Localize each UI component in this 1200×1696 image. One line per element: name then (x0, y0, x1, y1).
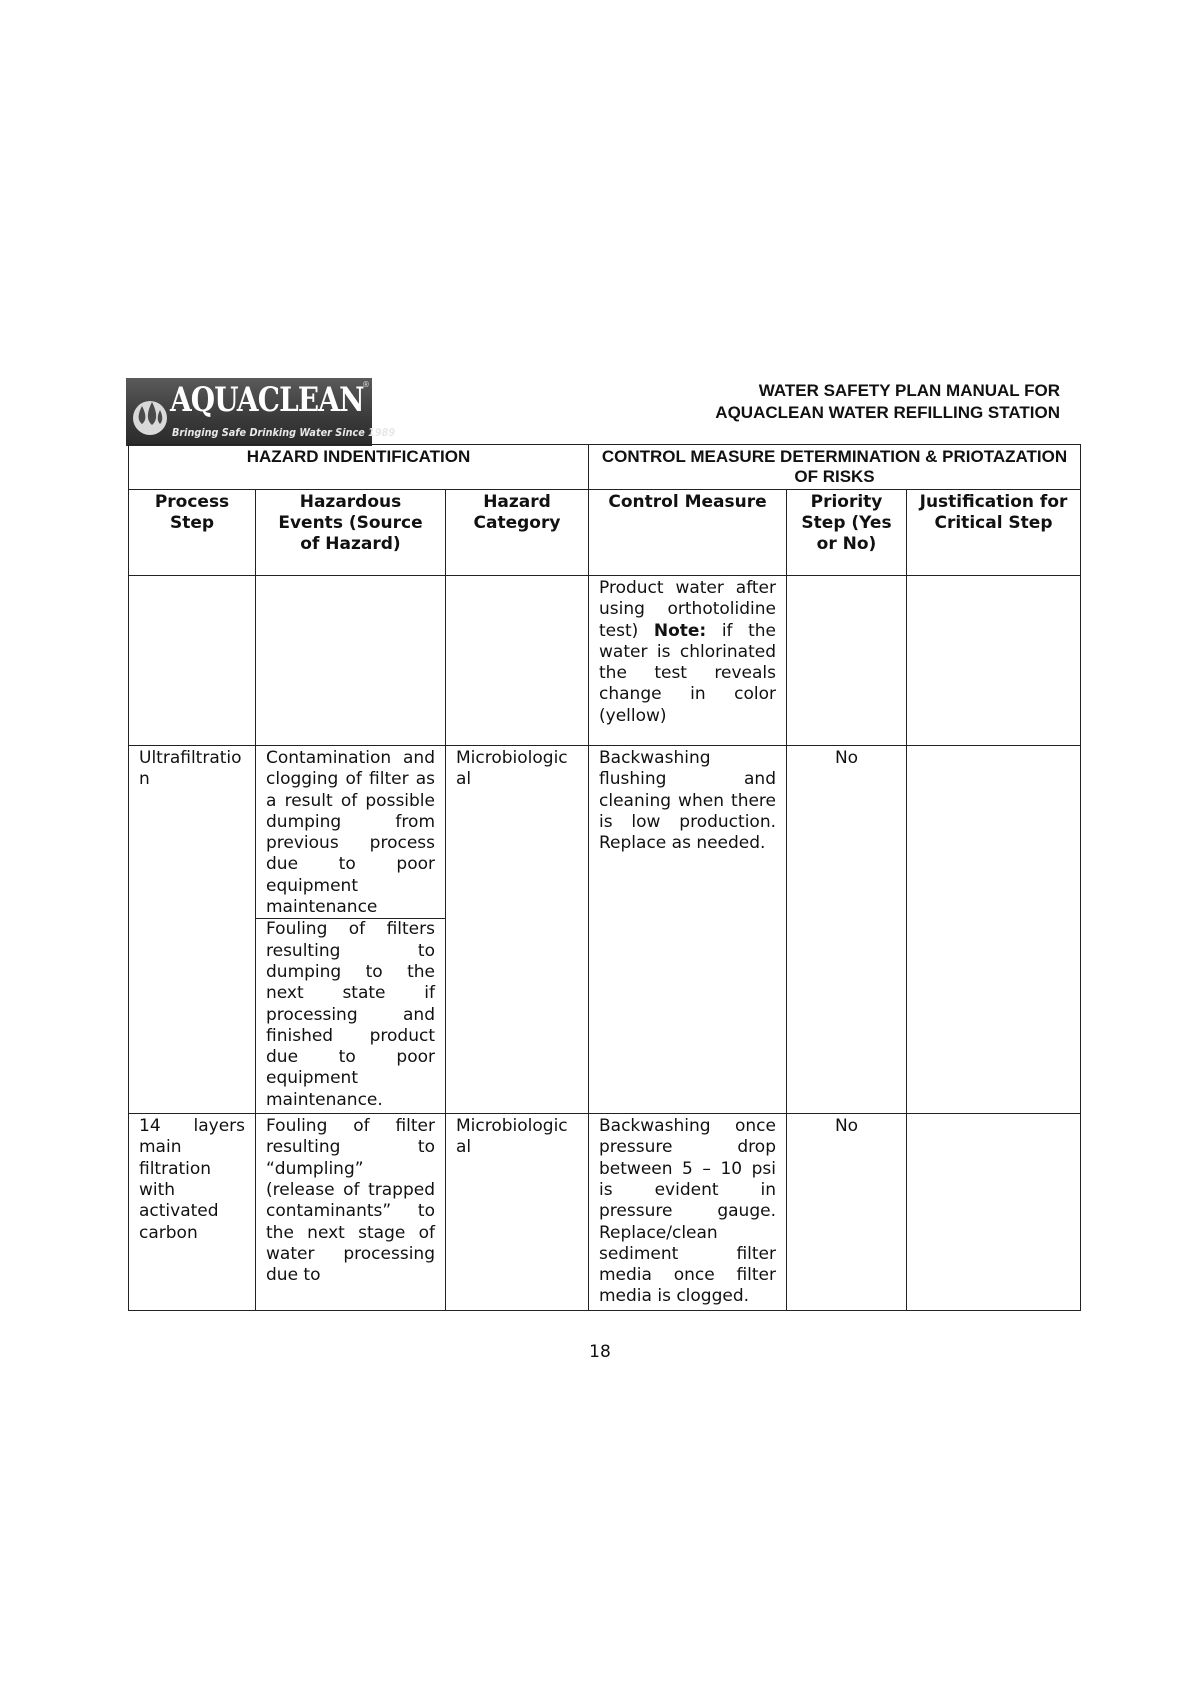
cell-control-measure (589, 576, 787, 746)
header-hazard-category: Hazard Category (446, 490, 589, 576)
cell-priority-step: No (787, 1114, 907, 1311)
table-row (129, 746, 1081, 1114)
hazard-control-table (128, 444, 1081, 1311)
table-row (129, 1114, 1081, 1311)
cell-process-step (129, 576, 256, 746)
cell-process-step: Ultrafiltration (129, 746, 256, 1114)
note-label: Note: (653, 620, 707, 641)
document-title-line-2: AQUACLEAN WATER REFILLING STATION (715, 403, 1060, 422)
cell-justification (907, 746, 1081, 1114)
registered-mark: ® (362, 380, 370, 389)
header-hazardous-events: Hazardous Events (Source of Hazard) (256, 490, 446, 576)
cell-control-measure: Backwashing once pressure drop between 5 – 10 psi is evident in pressure gauge. Replace/clean sediment filter media once filter media is clogged. (589, 1114, 787, 1311)
header-process-step: Process Step (129, 490, 256, 576)
cell-hazard-category (446, 576, 589, 746)
section-hazard-identification: HAZARD INDENTIFICATION (129, 445, 589, 490)
cell-process-step: 14 layers main filtration with activated carbon (129, 1114, 256, 1311)
section-control-measure: CONTROL MEASURE DETERMINATION & PRIOTAZATION OF RISKS (589, 445, 1081, 490)
hazardous-event-2: Fouling of filters resulting to dumping to the next state if processing and finished product due to poor equipment maintenance. (256, 918, 445, 1111)
header-priority-step: Priority Step (Yes or No) (787, 490, 907, 576)
cell-hazardous-event (256, 746, 446, 1114)
logo-wordmark: AQUACLEAN (170, 380, 364, 420)
hazardous-event-1: Contamination and clogging of filter as a result of possible dumping from previous process due to poor equipment maintenance (266, 748, 435, 918)
cell-hazardous-event (256, 576, 446, 746)
cell-priority-step: No (787, 746, 907, 1114)
control-measure-text: Product water after using orthotolidine test) (599, 578, 776, 641)
cell-justification (907, 1114, 1081, 1311)
logo-tagline: Bringing Safe Drinking Water Since 1989 (172, 426, 396, 439)
table-row (129, 576, 1081, 746)
cell-hazard-category: Microbiological (446, 746, 589, 1114)
cell-hazardous-event: Fouling of filter resulting to “dumpling” (release of trapped contaminants” to the next stage of water processing due to (256, 1114, 446, 1311)
header-control-measure: Control Measure (589, 490, 787, 576)
note-text: if the water is chlorinated the test reveals change in color (yellow) (599, 620, 776, 726)
cell-priority-step (787, 576, 907, 746)
cell-hazard-category: Microbiological (446, 1114, 589, 1311)
aquaclean-logo (126, 378, 396, 446)
cell-justification (907, 576, 1081, 746)
header-justification: Justification for Critical Step (907, 490, 1081, 576)
document-title-line-1: WATER SAFETY PLAN MANUAL FOR (758, 381, 1060, 400)
page-number: 18 (589, 1342, 611, 1362)
cell-control-measure: Backwashing flushing and cleaning when there is low production. Replace as needed. (589, 746, 787, 1114)
water-drops-icon (130, 384, 170, 440)
document-title (715, 380, 1060, 424)
